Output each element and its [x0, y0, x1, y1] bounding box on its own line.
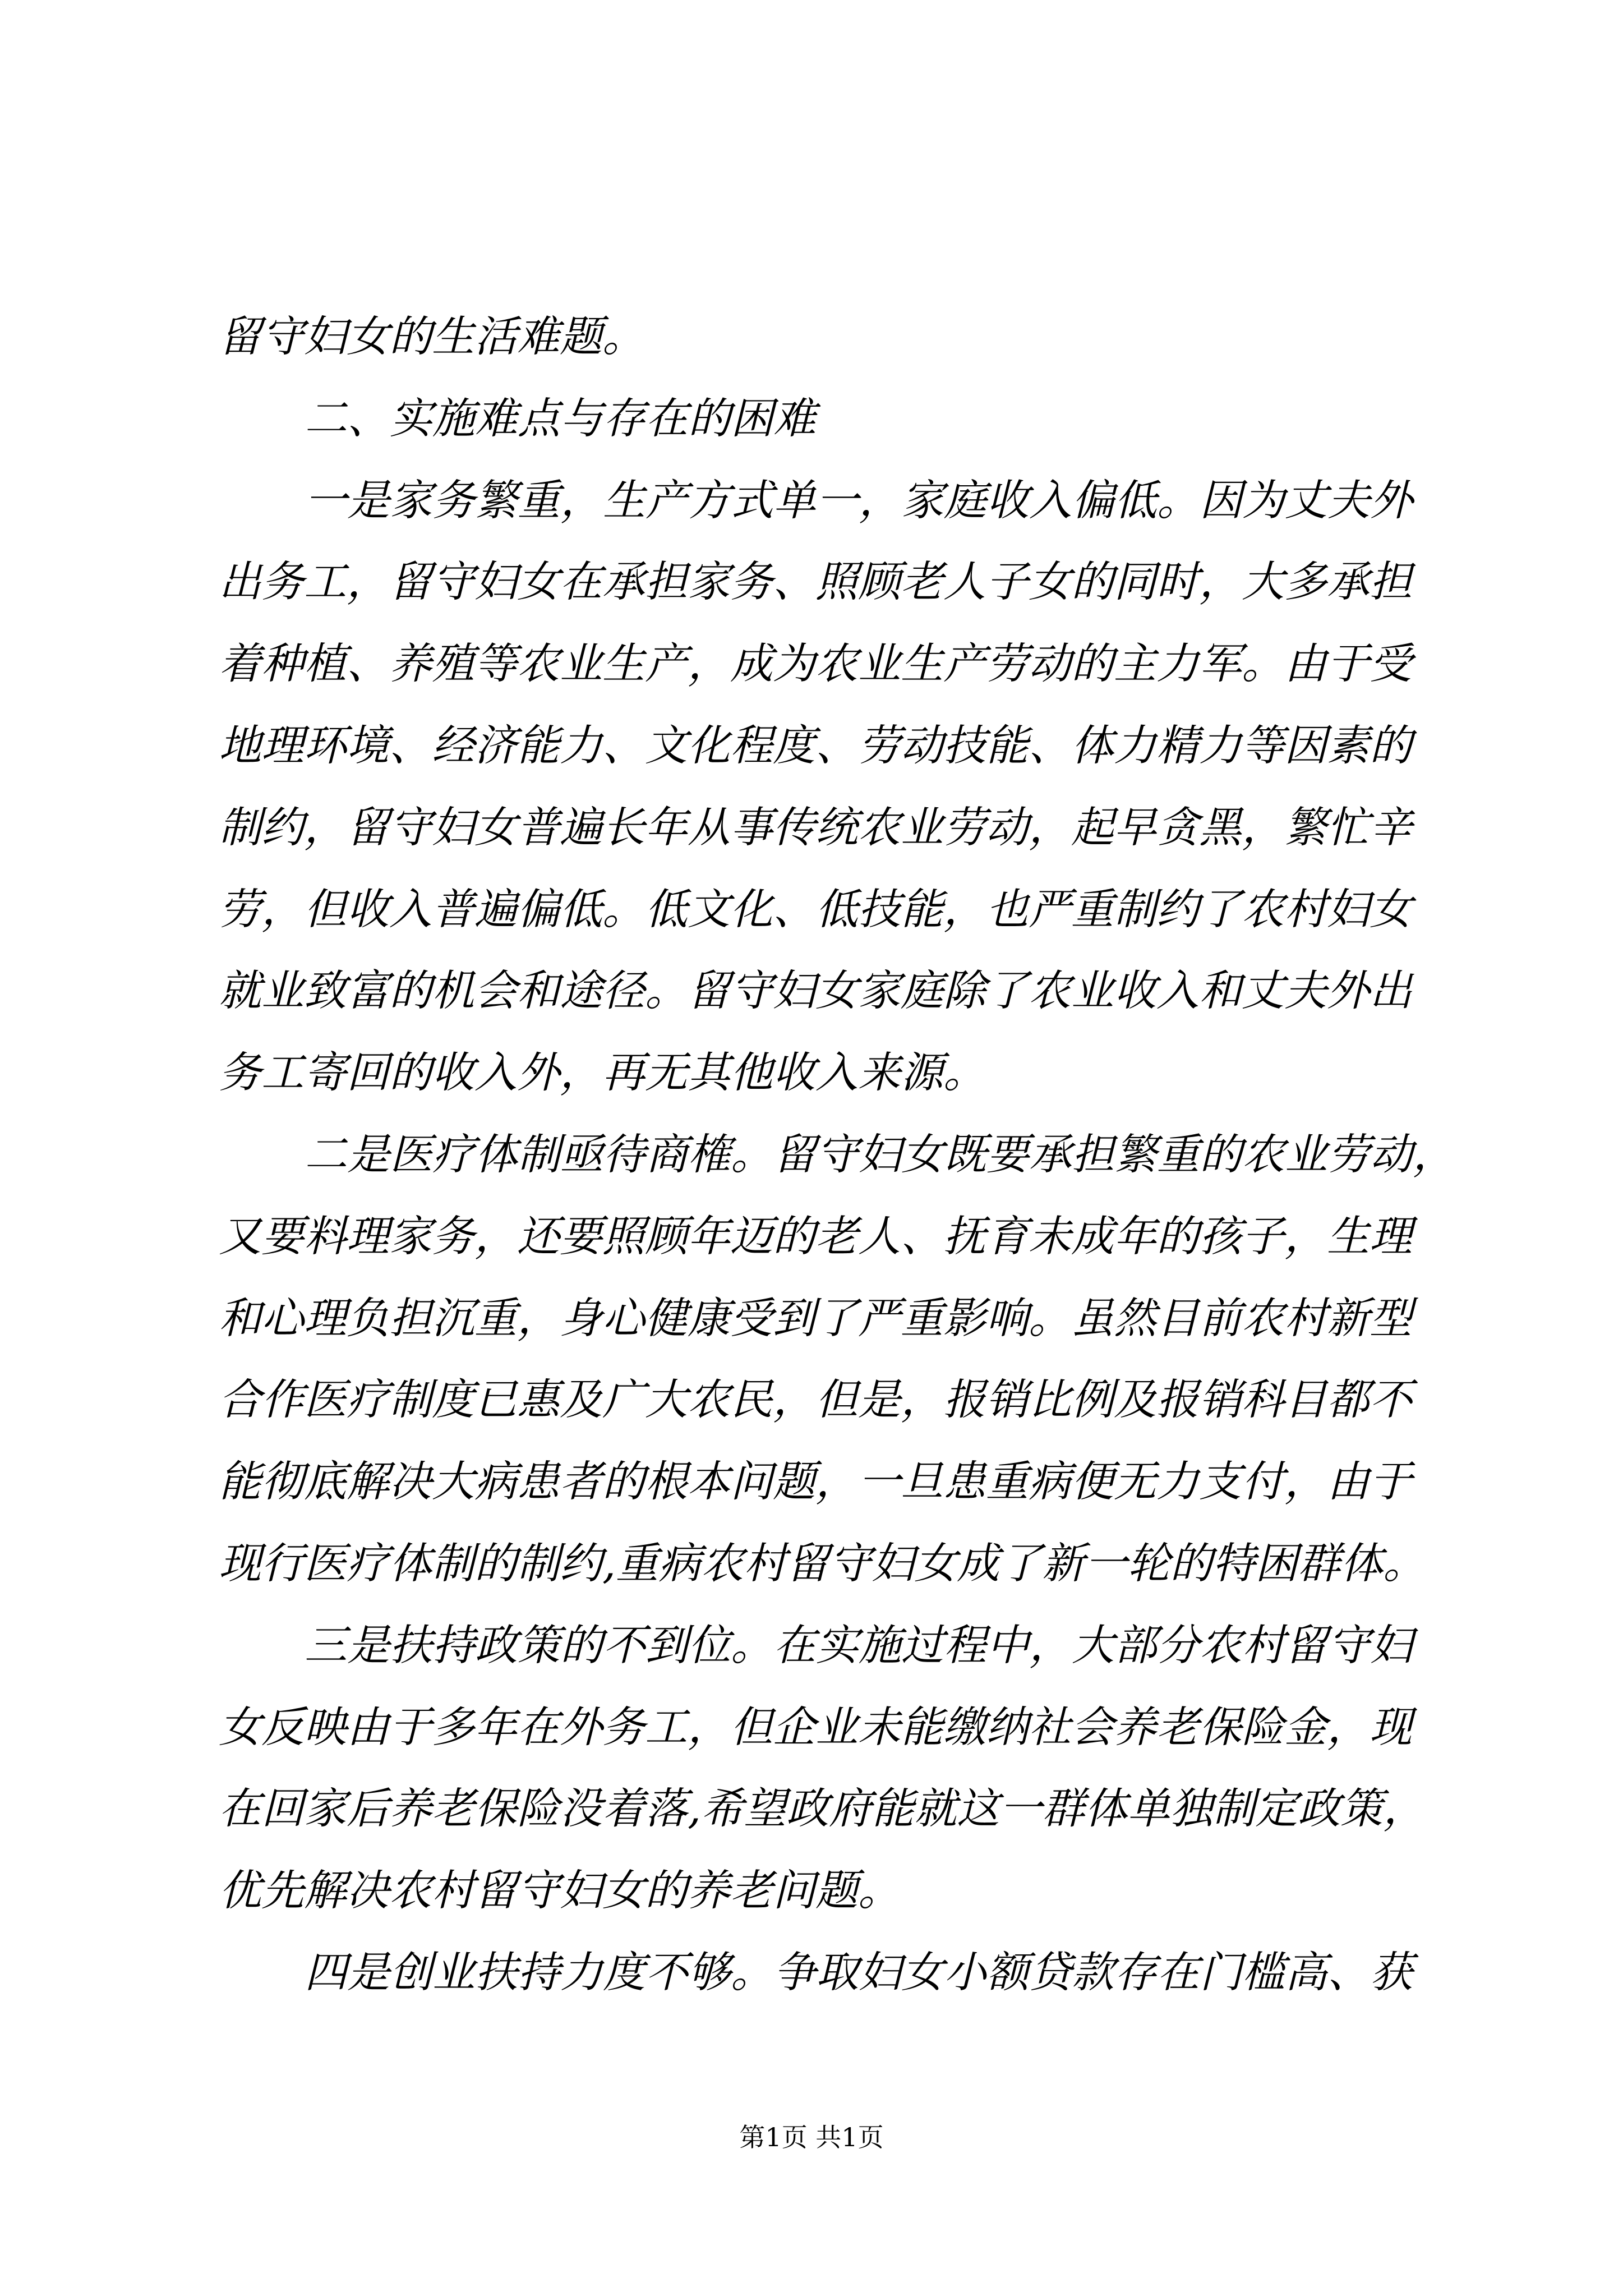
text-line: 四是创业扶持力度不够。争取妇女小额贷款存在门槛高、获 — [305, 1947, 1413, 1997]
text-line: 二是医疗体制亟待商榷。留守妇女既要承担繁重的农业劳动， — [305, 1129, 1455, 1179]
text-line: 务工寄回的收入外，再无其他收入来源。 — [219, 1047, 986, 1098]
text-line: 女反映由于多年在外务工，但企业未能缴纳社会养老保险金，现 — [219, 1701, 1412, 1752]
text-line: 就业致富的机会和途径。留守妇女家庭除了农业收入和丈夫外出 — [219, 965, 1412, 1016]
text-line: 优先解决农村留守妇女的养老问题。 — [219, 1865, 901, 1916]
text-line: 制约，留守妇女普遍长年从事传统农业劳动，起早贪黑，繁忙辛 — [219, 802, 1412, 852]
text-line: 现行医疗体制的制约,重病农村留守妇女成了新一轮的特困群体。 — [219, 1538, 1426, 1588]
text-line: 一是家务繁重，生产方式单一，家庭收入偏低。因为丈夫外 — [305, 475, 1413, 525]
document-body — [219, 296, 1453, 2013]
text-line: 留守妇女的生活难题。 — [219, 311, 645, 361]
text-line: 出务工，留守妇女在承担家务、照顾老人子女的同时，大多承担 — [219, 556, 1412, 607]
text-line: 合作医疗制度已惠及广大农民，但是，报销比例及报销科目都不 — [219, 1374, 1412, 1425]
text-line: 地理环境、经济能力、文化程度、劳动技能、体力精力等因素的 — [219, 720, 1412, 770]
text-line: 和心理负担沉重，身心健康受到了严重影响。虽然目前农村新型 — [219, 1292, 1412, 1343]
text-line: 着种植、养殖等农业生产，成为农业生产劳动的主力军。由于受 — [219, 638, 1412, 689]
text-line: 在回家后养老保险没着落,希望政府能就这一群体单独制定政策， — [219, 1783, 1426, 1834]
page-footer — [0, 2120, 1623, 2154]
text-line: 二、实施难点与存在的困难 — [305, 393, 816, 443]
text-line: 又要料理家务，还要照顾年迈的老人、抚育未成年的孩子，生理 — [219, 1211, 1412, 1261]
text-line: 能彻底解决大病患者的根本问题，一旦患重病便无力支付，由于 — [219, 1456, 1412, 1507]
text-line: 劳，但收入普遍偏低。低文化、低技能，也严重制约了农村妇女 — [219, 884, 1412, 934]
page-number-label: 第1页 共1页 — [739, 2122, 884, 2152]
text-line: 三是扶持政策的不到位。在实施过程中，大部分农村留守妇 — [305, 1619, 1413, 1670]
